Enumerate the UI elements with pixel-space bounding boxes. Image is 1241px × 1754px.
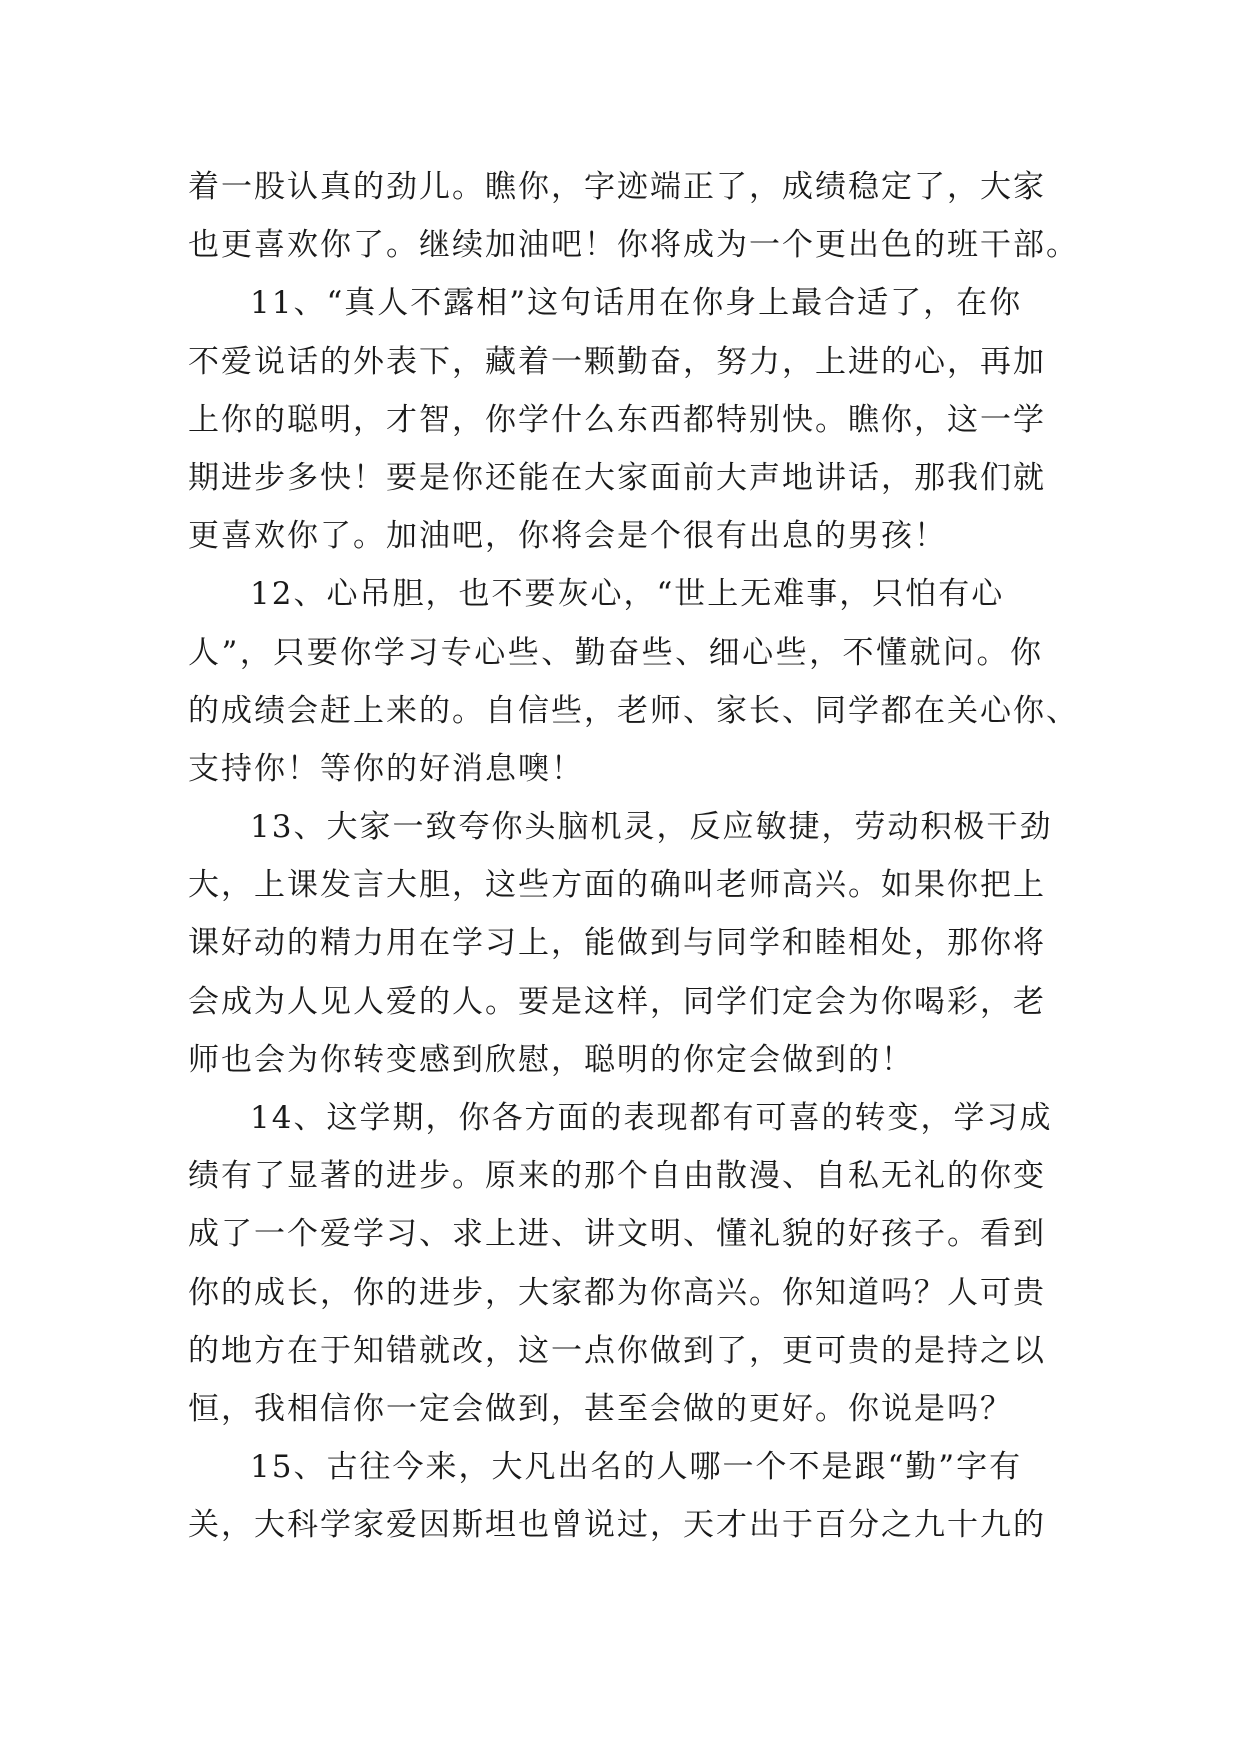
body-text xyxy=(188,158,1088,1555)
text-line: 支持你！等你的好消息噢！ xyxy=(188,750,584,787)
text-line: 大，上课发言大胆，这些方面的确叫老师高兴。如果你把上 xyxy=(188,867,1046,904)
paragraph-11-start: 11、“真人不露相”这句话用在你身上最合适了，在你 xyxy=(250,285,1023,322)
text-line: 关，大科学家爱因斯坦也曾说过，天才出于百分之九十九的 xyxy=(188,1507,1046,1544)
paragraph-13-start: 13、大家一致夸你头脑机灵，反应敏捷，劳动积极干劲 xyxy=(250,809,1053,846)
text-line: 师也会为你转变感到欣慰，聪明的你定会做到的！ xyxy=(188,1041,914,1078)
text-line: 你的成长，你的进步，大家都为你高兴。你知道吗？人可贵 xyxy=(188,1274,1046,1311)
paragraph-15-start: 15、古往今来，大凡出名的人哪一个不是跟“勤”字有 xyxy=(250,1449,1023,1486)
text-line: 的地方在于知错就改，这一点你做到了，更可贵的是持之以 xyxy=(188,1332,1046,1369)
text-line: 不爱说话的外表下，藏着一颗勤奋，努力，上进的心，再加 xyxy=(188,343,1046,380)
text-line: 更喜欢你了。加油吧，你将会是个很有出息的男孩！ xyxy=(188,518,947,555)
text-line: 恒，我相信你一定会做到，甚至会做的更好。你说是吗？ xyxy=(188,1390,1013,1427)
text-line: 绩有了显著的进步。原来的那个自由散漫、自私无礼的你变 xyxy=(188,1158,1046,1195)
text-line: 会成为人见人爱的人。要是这样，同学们定会为你喝彩，老 xyxy=(188,983,1046,1020)
text-line: 上你的聪明，才智，你学什么东西都特别快。瞧你，这一学 xyxy=(188,401,1046,438)
text-line: 人”，只要你学习专心些、勤奋些、细心些，不懂就问。你 xyxy=(188,634,1043,671)
paragraph-12-start: 12、心吊胆，也不要灰心，“世上无难事，只怕有心 xyxy=(250,576,1005,613)
text-line: 的成绩会赶上来的。自信些，老师、家长、同学都在关心你、 xyxy=(188,692,1079,729)
text-line: 着一股认真的劲儿。瞧你，字迹端正了，成绩稳定了，大家 xyxy=(188,169,1046,205)
text-line: 成了一个爱学习、求上进、讲文明、懂礼貌的好孩子。看到 xyxy=(188,1216,1046,1253)
text-line: 期进步多快！要是你还能在大家面前大声地讲话，那我们就 xyxy=(188,459,1046,496)
text-line: 也更喜欢你了。继续加油吧！你将成为一个更出色的班干部。 xyxy=(188,227,1079,264)
paragraph-14-start: 14、这学期，你各方面的表现都有可喜的转变，学习成 xyxy=(250,1100,1053,1136)
text-line: 课好动的精力用在学习上，能做到与同学和睦相处，那你将 xyxy=(188,925,1046,962)
